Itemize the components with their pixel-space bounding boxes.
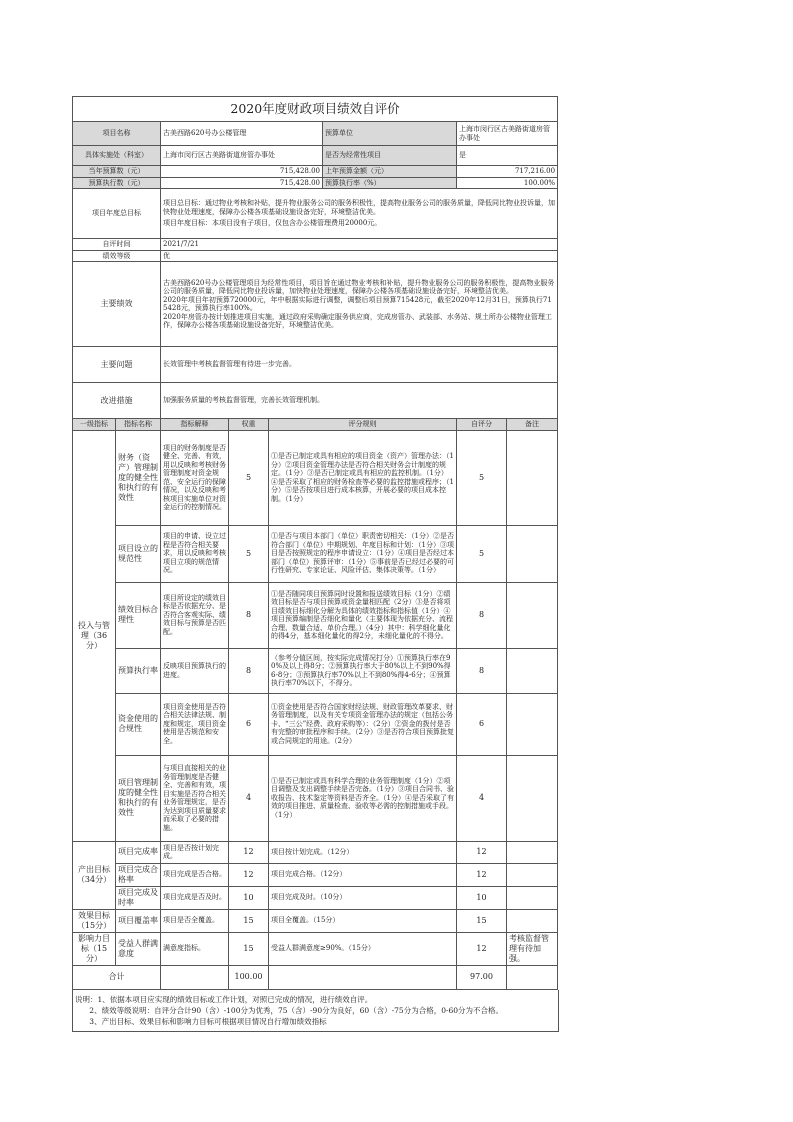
goal-annual: 项目年度目标：本项目没有子项目，仅包含办公楼管理费用20000元。 (163, 219, 382, 228)
indicator-name: 项目完成合格率 (116, 863, 161, 886)
indicator-explain: 项目的申请、设立过程是否符合相关要求，用以反映和考核项目立项的规范情况。 (161, 525, 229, 582)
indicator-criteria: 项目全覆盖。（15分） (269, 909, 457, 932)
group-output: 产出目标（34分） (73, 841, 116, 909)
total-row (73, 965, 558, 989)
evaluation-table (72, 96, 558, 990)
table-row (73, 886, 558, 909)
table-row (73, 582, 558, 648)
indicator-explain: 项目所设定的绩效目标是否依据充分、是否符合客观实际、绩效目标与预算是否匹配。 (161, 582, 229, 648)
indicator-weight: 8 (229, 648, 269, 693)
budget-unit: 上海市闵行区古美路街道房管办事处 (457, 122, 558, 146)
grade-value: 优 (161, 250, 558, 262)
indicator-note (507, 909, 558, 932)
perf-paragraph-2: 2020年项目年初预算720000元，年中根据实际进行调整，调整后项目预算715428元，截至2020年12月31日，预算执行715428元，预算执行率100%。 (163, 295, 552, 312)
prev-budget-value: 717,216.00 (457, 166, 558, 178)
cur-budget-label: 当年预算数（元） (73, 166, 161, 178)
indicator-score: 12 (457, 863, 507, 886)
indicator-name: 项目完成率 (116, 841, 161, 863)
indicator-explain: 项目是否全覆盖。 (161, 909, 229, 932)
header-score: 自评分 (457, 419, 507, 431)
perf-paragraph-1: 古美西路620号办公楼管理项目为经常性项目，项目旨在通过物业考核和补贴，提升物业服务公司的服务积极性，提高物业服务公司的服务质量，降低同比物业投诉量，加快物业处理速度，保障办公楼各项基础设施设备完好，环境整洁优美。 (163, 278, 555, 295)
indicator-name: 资金使用的合规性 (116, 693, 161, 755)
indicator-score: 4 (457, 755, 507, 841)
total-empty (161, 965, 229, 989)
footer-line-2: 2、绩效等级说明：自评分合计90（含）-100分为优秀，75（含）-90分为良好，60（含）-75分为合格，0-60分为不合格。 (75, 1005, 504, 1015)
indicator-criteria: ①是否随同项目预算同时设置和报送绩效目标（1分）②绩效目标是否与项目预算或资金量相匹配（2分）③是否将项目绩效目标细化分解为具体的绩效指标和指标值（1分）④项目预算编制是否细化和量化（主要体现为依据充分、流程合理、数量合适、单价合理。）（4分）其中：科学细化量化的得4分，基本细化量化的得2分，未细化量化的不得分。 (269, 582, 457, 648)
budget-unit-label: 预算单位 (323, 122, 457, 146)
issues-text: 长效管理中考核监督管理有待进一步完善。 (161, 347, 558, 383)
indicator-weight: 12 (229, 841, 269, 863)
indicator-score: 12 (457, 841, 507, 863)
project-name: 古美西路620号办公楼管理 (161, 122, 323, 146)
indicator-weight: 15 (229, 932, 269, 965)
impl-dept: 上海市闵行区古美路街道房管办事处 (161, 146, 323, 166)
goal-overall: 项目总目标：通过物业考核和补贴，提升物业服务公司的服务积极性，提高物业服务公司的服务质量，降低同比物业投诉量，加快物业处理速度，保障办公楼各项基础设施设备完好，环境整洁优美。 (163, 199, 555, 216)
table-row (73, 693, 558, 755)
project-name-label: 项目名称 (73, 122, 161, 146)
indicator-weight: 6 (229, 693, 269, 755)
eval-time-value: 2021/7/21 (161, 239, 558, 251)
indicator-weight: 12 (229, 863, 269, 886)
exec-amount-value: 715,428.00 (161, 177, 323, 189)
indicator-criteria: ①是否与项目本部门（单位）职责密切相关：（1分）②是否符合部门（单位）中期规划、年度目标和计划：（1分）③项目是否按照规定的程序申请设立：（1分）④项目是否经过本部门（单位）预算评审：（1分）⑤事前是否已经过必要的可行性研究、专家论证、风险评估、集体决策等。（1分） (269, 525, 457, 582)
indicator-weight: 15 (229, 909, 269, 932)
table-row (73, 648, 558, 693)
indicator-criteria: ①资金使用是否符合国家财经法规、财政管理改革要求、财务管理制度，以及有关专项资金管理办法的规定（包括公务卡、“三公”经费、政府采购等）：（2分）②资金的拨付是否有完整的审批程序和手续。（2分）③是否符合项目预算批复或合同规定的用途。（2分） (269, 693, 457, 755)
footer-line-3: 3、产出目标、效果目标和影响力目标可根据项目情况自行增加绩效指标 (75, 1016, 327, 1026)
indicator-criteria: 项目按计划完成。（12分） (269, 841, 457, 863)
exec-rate-label: 预算执行率（%） (323, 177, 457, 189)
page-title: 2020年度财政项目绩效自评价 (73, 97, 558, 122)
indicator-name: 绩效目标合理性 (116, 582, 161, 648)
indicator-score: 8 (457, 648, 507, 693)
exec-rate-value: 100.00% (457, 177, 558, 189)
indicator-weight: 5 (229, 525, 269, 582)
indicator-name: 项目覆盖率 (116, 909, 161, 932)
indicator-note (507, 841, 558, 863)
indicator-name: 受益人群满意度 (116, 932, 161, 965)
issues-label: 主要问题 (73, 347, 161, 383)
indicator-weight: 10 (229, 886, 269, 909)
footer-notes (72, 990, 559, 1032)
exec-amount-label: 预算执行数（元） (73, 177, 161, 189)
indicator-score: 10 (457, 886, 507, 909)
indicator-score: 15 (457, 909, 507, 932)
indicator-note (507, 886, 558, 909)
table-row (73, 863, 558, 886)
indicator-explain: 项目完成是否及时。 (161, 886, 229, 909)
impl-dept-label: 具体实施处（科室） (73, 146, 161, 166)
group-input: 投入与管理（36分） (73, 430, 116, 841)
measures-label: 改进措施 (73, 383, 161, 419)
indicator-name: 项目管理制度的健全性和执行的有效性 (116, 755, 161, 841)
prev-budget-label: 上年预算金额（元） (323, 166, 457, 178)
cur-budget-value: 715,428.00 (161, 166, 323, 178)
indicator-score: 6 (457, 693, 507, 755)
recurring-label: 是否为经常性项目 (323, 146, 457, 166)
indicator-weight: 4 (229, 755, 269, 841)
header-weight: 权重 (229, 419, 269, 431)
perf-label: 主要绩效 (73, 262, 161, 347)
indicator-note (507, 582, 558, 648)
perf-paragraph-3: 2020年房管办按计划推进项目实施，通过政府采购确定服务供应商，完成房管办、武装部、水务站、规土所办公楼物业管理工作，保障办公楼各项基础设施设备完好，环境整洁优美。 (163, 312, 552, 329)
header-l2: 指标名称 (116, 419, 161, 431)
indicator-note (507, 863, 558, 886)
group-impact: 影响力目标（15分） (73, 932, 116, 965)
indicator-weight: 8 (229, 582, 269, 648)
indicator-explain: 项目完成是否合格。 (161, 863, 229, 886)
table-row (73, 932, 558, 965)
recurring-value: 是 (457, 146, 558, 166)
indicator-criteria: 项目完成合格。（12分） (269, 863, 457, 886)
table-row (73, 755, 558, 841)
total-note-empty (507, 965, 558, 989)
table-row (73, 525, 558, 582)
indicator-note (507, 430, 558, 525)
goal-text (161, 189, 558, 239)
total-label: 合计 (73, 965, 161, 989)
indicator-explain: 与项目直接相关的业务管理制度是否健全、完善和有效，项目实施是否符合相关业务管理规定，是否为达到项目质量要求而采取了必要的措施。 (161, 755, 229, 841)
table-row (73, 909, 558, 932)
indicator-explain: 项目的财务制度是否健全、完善、有效，用以反映和考核财务管理制度对资金规范、安全运行的保障情况，以及反映和考核项目实施单位对资金运行的控制情况。 (161, 430, 229, 525)
table-row (73, 841, 558, 863)
indicator-note (507, 693, 558, 755)
indicator-note (507, 755, 558, 841)
indicator-score: 8 (457, 582, 507, 648)
indicator-score: 12 (457, 932, 507, 965)
indicator-criteria: 项目完成及时。（10分） (269, 886, 457, 909)
perf-text (161, 262, 558, 347)
footer-line-1: 说明：1、依据本项目应实现的绩效目标或工作计划，对照已完成的情况，进行绩效自评。 (75, 994, 373, 1004)
header-l1: 一级指标 (73, 419, 116, 431)
indicator-name: 项目设立的规范性 (116, 525, 161, 582)
eval-time-label: 自评时间 (73, 239, 161, 251)
indicator-explain: 项目资金使用是否符合相关法律法规、制度和规定，项目资金使用是否规范和安全。 (161, 693, 229, 755)
indicator-score: 5 (457, 430, 507, 525)
indicator-note (507, 525, 558, 582)
group-effect: 效果目标（15分） (73, 909, 116, 932)
indicator-note (507, 648, 558, 693)
indicator-weight: 5 (229, 430, 269, 525)
indicator-name: 项目完成及时率 (116, 886, 161, 909)
indicator-explain: 反映项目预算执行的进度。 (161, 648, 229, 693)
indicator-note: 考核监督管理有待加强。 (507, 932, 558, 965)
indicator-name: 预算执行率 (116, 648, 161, 693)
indicator-explain: 满意度指标。 (161, 932, 229, 965)
indicator-name: 财务（资产）管理制度的健全性和执行的有效性 (116, 430, 161, 525)
header-criteria: 评分规则 (269, 419, 457, 431)
goal-label: 项目年度总目标 (73, 189, 161, 239)
indicator-explain: 项目是否按计划完成。 (161, 841, 229, 863)
total-weight: 100.00 (229, 965, 269, 989)
measures-text: 加强服务质量的考核监督管理，完善长效管理机制。 (161, 383, 558, 419)
grade-label: 绩效等级 (73, 250, 161, 262)
indicator-criteria: 受益人群满意度≥90%。（15分） (269, 932, 457, 965)
header-explain: 指标解释 (161, 419, 229, 431)
header-note: 备注 (507, 419, 558, 431)
evaluation-sheet (72, 96, 557, 1032)
indicator-criteria: （参考分值区间，按实际完成情况打分）①预算执行率在90%及以上得8分；②预算执行率大于80%以上不到90%得6-8分；③预算执行率70%以上不到80%得4-6分；④预算执行率70%以下，不得分。 (269, 648, 457, 693)
total-criteria-empty (269, 965, 457, 989)
total-score: 97.00 (457, 965, 507, 989)
indicator-score: 5 (457, 525, 507, 582)
indicator-criteria: ①是否已制定或具有相应的项目资金（资产）管理办法：（1分）②项目资金管理办法是否符合相关财务会计制度的规定。（1分）③是否已制定或具有相应的监控机制。（1分）④是否采取了相应的财务检查等必要的监控措施或程序；（1分）⑤是否按项目进行成本核算，开展必要的项目成本控制。（1分） (269, 430, 457, 525)
indicator-criteria: ①是否已制定或具有科学合理的业务管理制度（1分）②项目调整及支出调整手续是否完备。（1分）③项目合同书、验收报告、技术鉴定等资料是否齐全。（1分）④是否采取了有效的项目推进、质量检查、验收等必需的控制措施或手段。（1分） (269, 755, 457, 841)
table-row (73, 430, 558, 525)
